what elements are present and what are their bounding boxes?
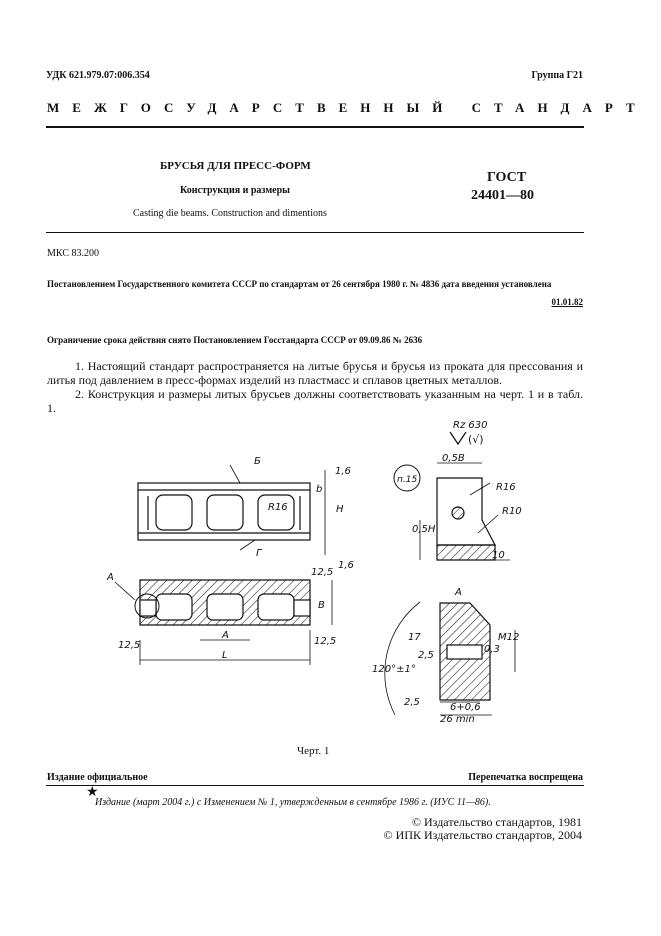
decree-date: 01.01.82 (551, 297, 583, 307)
label-dim-L: L (222, 650, 228, 661)
label-dim-125-c: 12,5 (314, 636, 337, 647)
doc-title: БРУСЬЯ ДЛЯ ПРЕСС-ФОРМ (160, 160, 311, 172)
label-dim-25: 2,5 (418, 650, 434, 661)
label-g: Г (256, 548, 262, 559)
gost-number: 24401—80 (471, 188, 534, 203)
label-dim-17: 17 (408, 632, 421, 643)
restriction-note: Ограничение срока действия снято Постановлением Госстандарта СССР от 09.09.86 № 2636 (47, 335, 423, 345)
label-dim-B: B (318, 600, 325, 611)
label-dim-R16-side: R16 (496, 482, 516, 493)
gost-label: ГОСТ (487, 170, 527, 185)
label-a-view: А (107, 572, 114, 583)
label-dim-125-b: 12,5 (118, 640, 141, 651)
copyright-1981: © Издательство стандартов, 1981 (411, 815, 582, 829)
group-code: Группа Г21 (531, 70, 583, 81)
label-dim-angle: 120°±1° (372, 664, 416, 675)
label-dim-05H: 0,5H (412, 524, 436, 535)
label-dim-M12: M12 (498, 632, 520, 643)
label-p15: п.15 (397, 475, 418, 485)
copyright-2004: © ИПК Издательство стандартов, 2004 (383, 828, 582, 842)
paragraph-2: 2. Конструкция и размеры литых брусьев должны соответствовать указанным на черт. 1 и в табл. 1. (47, 387, 583, 415)
label-b-top: Б (254, 456, 261, 467)
label-dim-058: 0,5B (442, 453, 465, 464)
edition-note: Издание (март 2004 г.) с Изменением № 1, утвержденным в сентябре 1986 г. (ИУС 11—86). (95, 797, 491, 808)
side-view (437, 478, 495, 560)
label-dim-b: b (316, 484, 323, 495)
label-dim-R10: R10 (502, 506, 522, 517)
star-icon: ★ (86, 785, 99, 800)
udk-code: УДК 621.979.07:006.354 (46, 70, 150, 81)
doc-english-title: Casting die beams. Construction and dimentions (133, 208, 327, 219)
label-dim-26: 26 min (440, 714, 475, 725)
label-dim-125-a: 12,5 (311, 567, 334, 578)
label-a-view2: А (455, 587, 462, 598)
mks-code: МКС 83.200 (47, 248, 99, 259)
label-rz: Rz 630 (453, 420, 488, 431)
official-edition: Издание официальное (47, 772, 148, 783)
label-dim-R16: R16 (268, 502, 288, 513)
footer-rule (46, 785, 584, 786)
reprint-notice: Перепечатка воспрещена (468, 772, 583, 783)
doc-subtitle: Конструкция и размеры (180, 185, 290, 196)
label-dim-H: H (336, 504, 344, 515)
roughness-check-icon: (√) (468, 433, 484, 446)
roughness-icon (450, 432, 466, 444)
drawing-caption: Черт. 1 (297, 745, 330, 757)
detail-a-view (440, 603, 490, 700)
label-dim-16-bot: 1,6 (338, 560, 354, 571)
label-dim-25b: 2,5 (404, 697, 420, 708)
label-dim-A: A (222, 630, 229, 641)
paragraph-1: 1. Настоящий стандарт распространяется на литые брусья и брусья из проката для прессования и литья под давлением в пресс-формах изделий из пластмасс и сплавов цветных металлов. (47, 359, 583, 387)
section-view (140, 580, 310, 625)
label-dim-03: 0,3 (484, 644, 500, 655)
label-dim-10: 10 (492, 550, 505, 561)
label-dim-6: 6+0,6 (450, 702, 481, 713)
standard-type-banner: МЕЖГОСУДАРСТВЕННЫЙ СТАНДАРТ (47, 100, 648, 115)
decree-text: Постановлением Государственного комитета СССР по стандартам от 26 сентября 1980 г. № 4836 дата введения установлена (47, 279, 552, 289)
label-dim-16-top: 1,6 (335, 466, 351, 477)
